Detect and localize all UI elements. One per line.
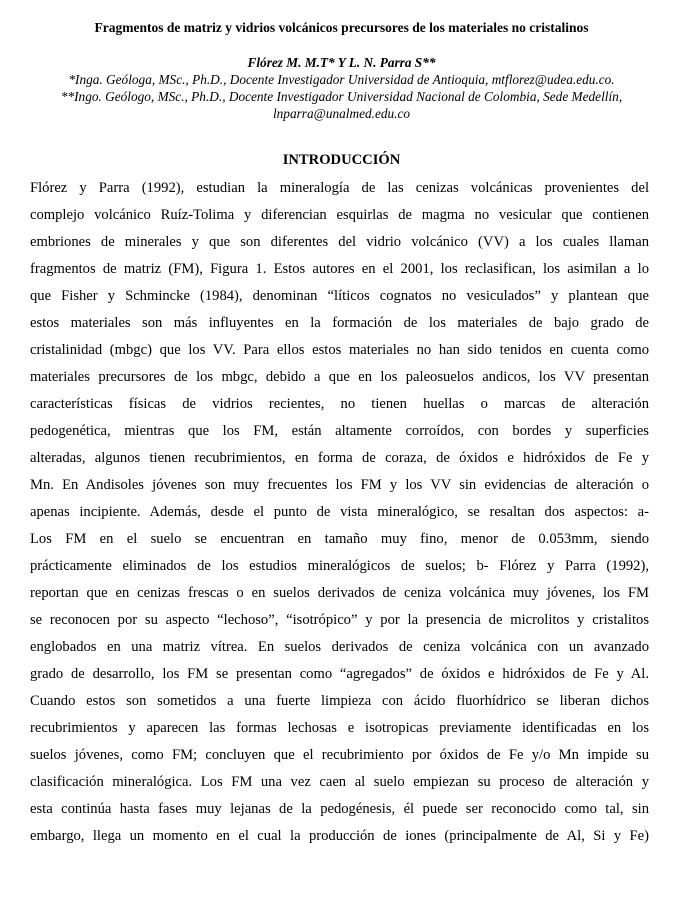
affiliation-line: *Inga. Geóloga, MSc., Ph.D., Docente Investigador Universidad de Antioquia, mtflorez@udea.edu.co. [68, 72, 615, 87]
body-line: Mn. En Andisoles jóvenes son muy frecuentes los FM y los VV sin evidencias de alteración o [30, 477, 649, 493]
body-line: Cuando estos son sometidos a una fuerte limpieza con ácido fluorhídrico se liberan dichos [30, 693, 649, 709]
body-line: Los FM en el suelo se encuentran en tamaño muy fino, menor de 0.053mm, siendo [30, 531, 649, 547]
body-line: alteradas, algunos tienen recubrimientos, en forma de coraza, de óxidos e hidróxidos de Fe y [30, 450, 649, 466]
body-line: englobados en una matriz vítrea. En suelos derivados de ceniza volcánica con un avanzado [30, 639, 649, 655]
body-line: características físicas de vidrios recientes, no tienen huellas o marcas de alteración [30, 396, 649, 412]
body-line: que Fisher y Schmincke (1984), denominan “líticos cognatos no vesiculados” y plantean que [30, 288, 649, 304]
section-heading: INTRODUCCIÓN [282, 152, 401, 168]
body-line: Flórez y Parra (1992), estudian la mineralogía de las cenizas volcánicas provenientes del [30, 180, 649, 196]
body-line: estos materiales son más influyentes en la formación de los materiales de bajo grado de [30, 315, 649, 331]
body-line: cristalinidad (mbgc) que los VV. Para ellos estos materiales no han sido tenidos en cuenta como [30, 342, 649, 358]
body-line: se reconocen por su aspecto “lechoso”, “isotrópico” y por la presencia de microlitos y cristalitos [30, 612, 649, 628]
author-line: Flórez M. M.T* Y L. N. Parra S** [247, 55, 436, 70]
body-line: fragmentos de matriz (FM), Figura 1. Estos autores en el 2001, los reclasifican, los asimilan a lo [30, 261, 649, 277]
affiliation-email: lnparra@unalmed.edu.co [272, 106, 411, 121]
body-line: suelos jóvenes, como FM; concluyen que el recubrimiento por óxidos de Fe y/o Mn impide su [30, 747, 649, 763]
body-line: apenas incipiente. Además, desde el punto de vista mineralógico, se resaltan dos aspectos: a- [30, 504, 649, 520]
body-line: grado de desarrollo, los FM se presentan como “agregados” de óxidos e hidróxidos de Fe y Al. [30, 666, 649, 682]
body-line: prácticamente eliminados de los estudios mineralógicos de suelos; b- Flórez y Parra (1992), [30, 558, 649, 574]
body-line: embargo, llega un momento en el cual la producción de iones (principalmente de Al, Si y Fe) [30, 828, 649, 844]
body-line: esta continúa hasta fases muy lejanas de la pedogénesis, él puede ser reconocido como tal, sin [30, 801, 649, 817]
body-line: pedogenética, mientras que los FM, están altamente corroídos, con bordes y superficies [30, 423, 649, 439]
body-line: clasificación mineralógica. Los FM una vez caen al suelo empiezan su proceso de alteración y [30, 774, 649, 790]
body-line: embriones de minerales y que son diferentes del vidrio volcánico (VV) a los cuales llaman [30, 234, 649, 250]
body-line: reportan que en cenizas frescas o en suelos derivados de ceniza volcánica muy jóvenes, los FM [30, 585, 649, 601]
body-paragraph [30, 175, 649, 850]
body-line: complejo volcánico Ruíz-Tolima y diferencian esquirlas de magma no vesicular que contienen [30, 207, 649, 223]
body-line: recubrimientos y aparecen las formas lechosas e isotropicas previamente identificadas en los [30, 720, 649, 736]
affiliation-line: **Ingo. Geólogo, MSc., Ph.D., Docente Investigador Universidad Nacional de Colombia, Sede Medellín, [60, 89, 623, 104]
body-line: materiales precursores de los mbgc, debido a que en los paleosuelos andicos, los VV presentan [30, 369, 649, 385]
document-title: Fragmentos de matriz y vidrios volcánicos precursores de los materiales no cristalinos [94, 20, 589, 35]
